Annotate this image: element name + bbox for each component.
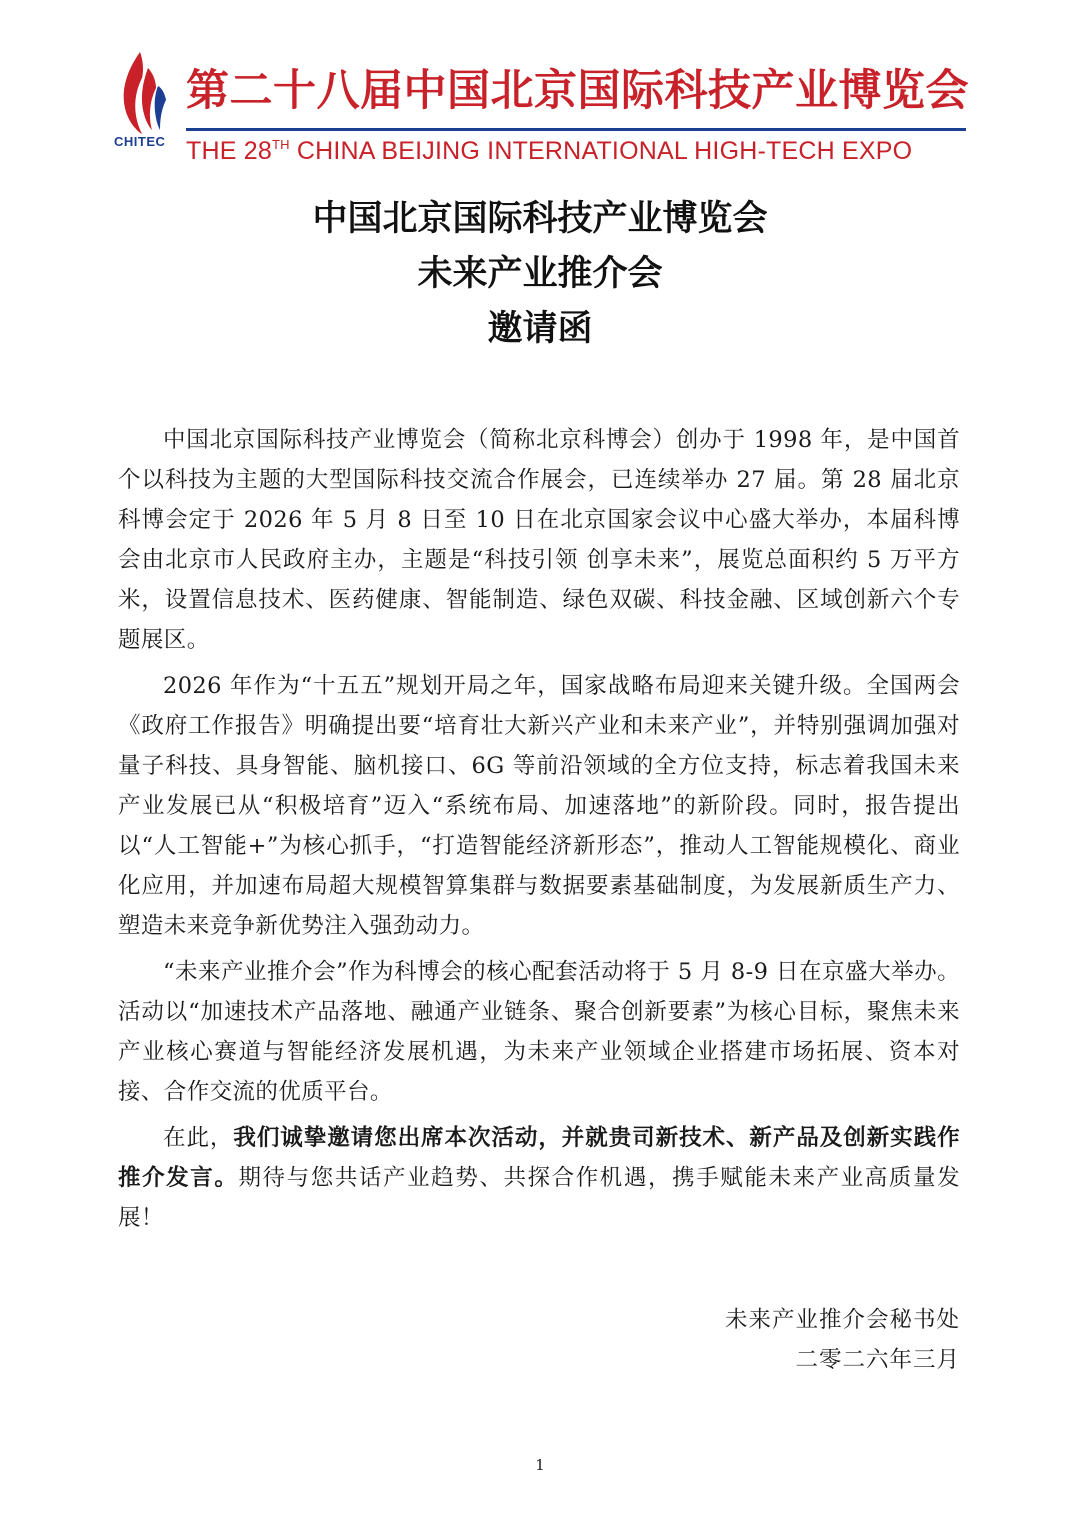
title-line-2: 未来产业推介会 xyxy=(417,254,663,294)
paragraph-event: “未来产业推介会”作为科博会的核心配套活动将于 5 月 8-9 日在京盛大举办。活动以“加速技术产品落地、融通产业链条、聚合创新要素”为核心目标，聚焦未来产业核心赛道与智能经济发展机遇，为未来产业领域企业搭建市场拓展、资本对接、合作交流的优质平台。 xyxy=(118,959,960,1105)
expo-title-en xyxy=(186,138,912,164)
signature-org: 未来产业推介会秘书处 xyxy=(724,1307,960,1333)
paragraph-policy: 2026 年作为“十五五”规划开局之年，国家战略布局迎来关键升级。全国两会《政府工作报告》明确提出要“培育壮大新兴产业和未来产业”，并特别强调加强对量子科技、具身智能、脑机接口、6G 等前沿领域的全方位支持，标志着我国未来产业发展已从“积极培育”迈入“系统布局、加速落地”的新阶段。同时，报告提出以“人工智能+”为核心抓手，“打造智能经济新形态”，推动人工智能规模化、商业化应用，并加速布局超大规模智算集群与数据要素基础制度，为发展新质生产力、塑造未来竞争新优势注入强劲动力。 xyxy=(118,673,960,939)
logo-text: CHITEC xyxy=(114,134,166,149)
expo-title-cn: 第二十八届中国北京国际科技产业博览会 xyxy=(186,66,969,116)
letter-body xyxy=(118,420,960,1244)
page-number: 1 xyxy=(535,1456,545,1474)
invitation-start: 在此， xyxy=(163,1125,234,1151)
title-line-1: 中国北京国际科技产业博览会 xyxy=(312,199,768,239)
paragraph-intro: 中国北京国际科技产业博览会（简称北京科博会）创办于 1998 年，是中国首个以科技为主题的大型国际科技交流合作展会，已连续举办 27 届。第 28 届北京科博会定于 2026 年 5 月 8 日至 10 日在北京国家会议中心盛大举办，本届科博会由北京市人民政府主办，主题是“科技引领 创享未来”，展览总面积约 5 万平方米，设置信息技术、医药健康、智能制造、绿色双碳、科技金融、区域创新六个专题展区。 xyxy=(118,427,960,653)
signature-block xyxy=(725,1300,960,1380)
invitation-bold: 我们诚挚邀请您出席本次活动，并就贵司新技术、新产品及创新实践作推介发言。 xyxy=(118,1125,960,1191)
expo-header xyxy=(112,48,972,163)
invitation-end: 期待与您共话产业趋势、共探合作机遇，携手赋能未来产业高质量发展！ xyxy=(118,1165,960,1231)
expo-title-en-sup: TH xyxy=(271,137,290,152)
header-divider xyxy=(186,128,966,131)
expo-title-en-rest: CHINA BEIJING INTERNATIONAL HIGH-TECH EXPO xyxy=(289,137,913,165)
title-line-3: 邀请函 xyxy=(487,309,593,349)
expo-title-en-prefix: THE 28 xyxy=(186,137,272,165)
document-titles xyxy=(0,192,1080,357)
paragraph-invitation xyxy=(118,1118,960,1238)
signature-date: 二零二六年三月 xyxy=(795,1347,960,1373)
